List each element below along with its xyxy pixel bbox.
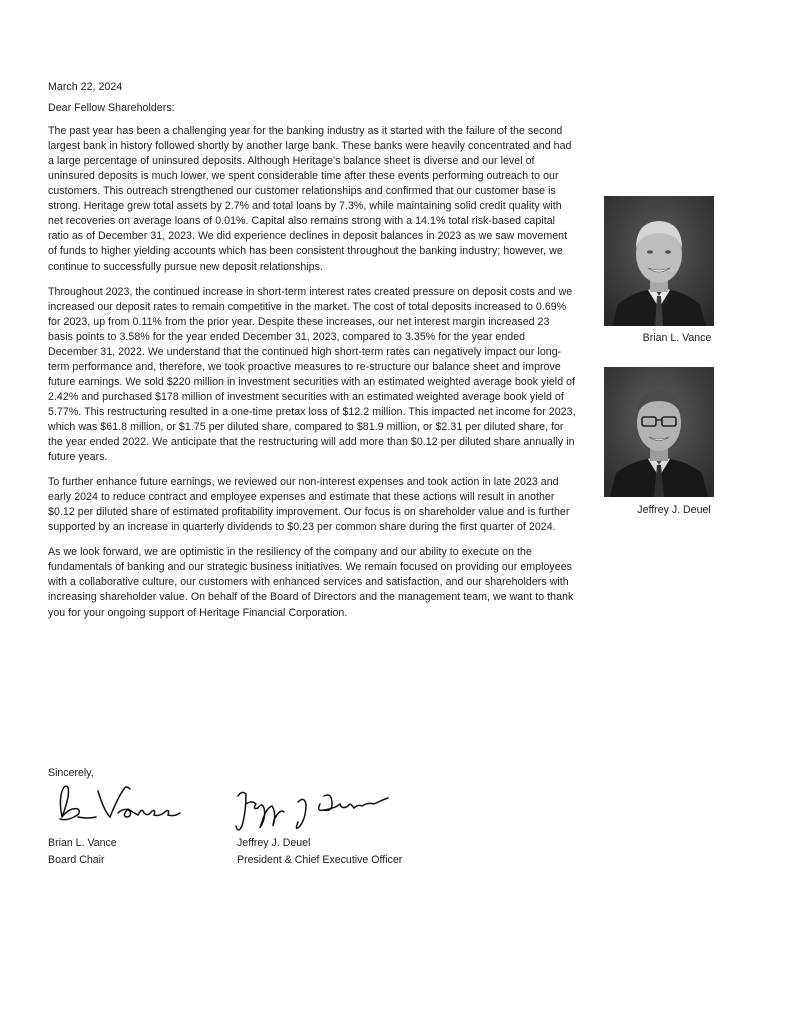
signer-name: Brian L. Vance: [48, 837, 117, 849]
portrait-brian-vance: [604, 196, 714, 326]
paragraph-2: Throughout 2023, the continued increase in short-term interest rates created pressure on deposit costs and we increased our deposit rates to remain competitive in the market. The cost of total deposits increased to 0.69% for 2023, up from 0.11% from the prior year. Despite these increases, our net interest margin increased 23 basis points to 3.58% for the year ended December 31, 2023, compared to 3.35% for the year ended December 31, 2022. We understand that the continued high short-term rates can negatively impact our long-term performance and, therefore, we took proactive measures to re-structure our balance sheet and improve future earnings. We sold $220 million in investment securities with an estimated weighted average book yield of 2.42% and purchased $178 million of investment securities with an estimated weighted average book yield of 5.77%. This restructuring resulted in a one-time pretax loss of $12.2 million. This impacted net income for 2023, which was $61.8 million, or $1.75 per diluted share, compared to $81.9 million, or $2.31 per diluted share, for the year ended 2022. We anticipate that the restructuring will add more than $0.12 per diluted share annually in future years.: [48, 285, 576, 464]
paragraph-4: As we look forward, we are optimistic in the resiliency of the company and our ability to execute on the fundamentals of banking and our strategic business initiatives. We remain focused on providing our employees with a collaborative culture, our customers with enhanced services and satisfaction, and our shareholders with increasing shareholder value. On behalf of the Board of Directors and the management team, we want to thank you for your ongoing support of Heritage Financial Corporation.: [48, 546, 574, 619]
signer-title: Board Chair: [48, 854, 105, 866]
signer-name: Jeffrey J. Deuel: [237, 837, 311, 849]
letter-body: [48, 80, 576, 631]
paragraph-3: To further enhance future earnings, we reviewed our non-interest expenses and took action in late 2023 and early 2024 to reduce contract and employee expenses and estimate that these actions will result in another $0.12 per diluted share of estimated profitability improvement. Our focus is on shareholder value and is further supported by an increase in quarterly dividends to $0.23 per common share during the first quarter of 2024.: [48, 476, 570, 534]
caption-jeffrey-deuel: Jeffrey J. Deuel: [637, 504, 711, 516]
salutation: Dear Fellow Shareholders:: [48, 102, 175, 115]
portrait-jeffrey-deuel: [604, 367, 714, 497]
signature-jeffrey-deuel: [228, 782, 398, 840]
letter-date: March 22, 2024: [48, 81, 123, 93]
caption-brian-vance: Brian L. Vance: [642, 332, 712, 344]
signer-brian-vance: [48, 835, 117, 869]
paragraph-1: The past year has been a challenging year for the banking industry as it started with the failure of the second largest bank in history followed shortly by another large bank. These banks were heavily concentrated and had a large percentage of uninsured deposits. Although Heritage's balance sheet is diverse and our level of uninsured deposits is much lower, we spent considerable time after these events performing outreach to our customers. This outreach strengthened our customer relationships and confirmed that our customer base is strong. Heritage grew total assets by 2.7% and total loans by 7.3%, while maintaining solid credit quality with net recoveries on average loans of 0.01%. Capital also remains strong with a 14.1% total risk-based capital ratio as of December 31, 2023. We did experience declines in deposit balances in 2023 as we saw movement of funds to higher yielding accounts which has been consistent throughout the banking industry; however, we continue to successfully pursue new deposit relationships.: [48, 125, 572, 273]
closing: Sincerely,: [48, 767, 94, 779]
signer-title: President & Chief Executive Officer: [237, 854, 403, 866]
signer-jeffrey-deuel: [237, 835, 402, 869]
signature-brian-vance: [48, 777, 188, 829]
